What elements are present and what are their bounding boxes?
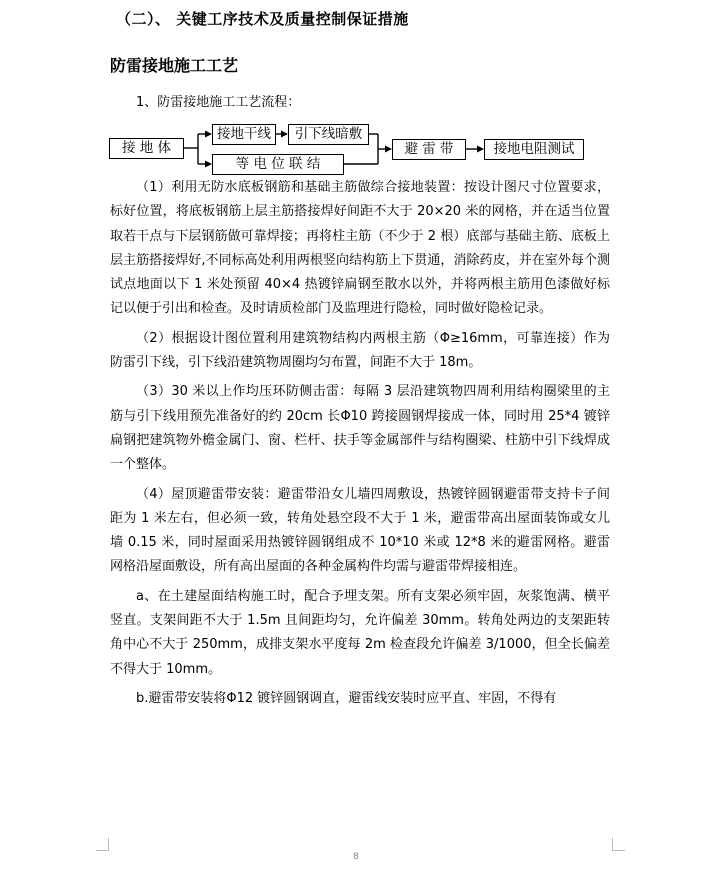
flow-node-resistance-test: 接地电阻测试 — [484, 139, 584, 160]
subsection-title: 防雷接地施工工艺 — [110, 56, 239, 75]
flow-node-grounding-body: 接 地 体 — [109, 138, 184, 159]
flow-node-down-conductor: 引下线暗敷 — [288, 124, 369, 145]
corner-mark-bottom-right — [612, 838, 625, 851]
flow-node-equipotential: 等 电 位 联 结 — [212, 154, 344, 175]
page-number: 8 — [353, 852, 359, 862]
paragraph-3: （3）30 米以上作均压环防侧击雷：每隔 3 层沿建筑物四周利用结构圈梁里的主筋与引下线用预先准备好的约 20cm 长Φ10 跨接圆钢焊接成一体，同时用 25*4 镀锌扁钢把建筑物外檐金属门、窗、栏杆、扶手等金属部件与结构圈梁、柱筋中引下线焊成一个整体。 — [110, 384, 610, 473]
item-title: 1、防雷接地施工工艺流程： — [136, 95, 301, 110]
section-heading: （二）、 关键工序技术及质量控制保证措施 — [116, 10, 409, 28]
paragraph-4: （4）屋顶避雷带安装：避雷带沿女儿墙四周敷设，热镀锌圆钢避雷带支持卡子间距为 1 米左右，但必须一致，转角处悬空段不大于 1 米，避雷带高出屋面装饰或女儿墙 0.15 米，同时屋面采用热镀锌圆钢组成不 10*10 米或 12*8 米的避雷网格。避雷网格沿屋面敷设，所有高出屋面的各种金属构件均需与避雷带焊接相连。 — [110, 486, 610, 575]
corner-mark-bottom-left — [96, 838, 109, 851]
flow-node-lightning-belt: 避 雷 带 — [392, 139, 466, 160]
paragraph-b: b.避雷带安装将Φ12 镀锌圆钢调直，避雷线安装时应平直、牢固，不得有 — [136, 690, 557, 706]
body-text — [110, 176, 610, 711]
paragraph-2: （2）根据设计图位置利用建筑物结构内两根主筋（Φ≥16mm，可靠连接）作为防雷引下线，引下线沿建筑物周圈均匀布置，间距不大于 18m。 — [110, 330, 610, 371]
flow-node-grounding-trunk: 接地干线 — [212, 124, 276, 145]
paragraph-1: （1）利用无防水底板钢筋和基础主筋做综合接地装置：按设计图尺寸位置要求，标好位置，将底板钢筋上层主筋搭接焊好间距不大于 20×20 米的网格，并在适当位置取若干点与下层钢筋做可靠焊接；再将柱主筋（不少于 2 根）底部与基础主筋、底板上层主筋搭接焊好,不同标高处利用两根竖向结构筋上下贯通，消除药皮，并在室外每个测试点地面以下 1 米处预留 40×4 热镀锌扁钢至散水以外，并将两根主筋用色漆做好标记以便于引出和检查。及时请质检部门及监理进行隐检，同时做好隐检记录。 — [110, 180, 610, 317]
paragraph-a: a、在土建屋面结构施工时，配合予埋支架。所有支架必须牢固，灰浆饱满、横平竖直。支架间距不大于 1.5m 且间距均匀，允许偏差 30mm。转角处两边的支架距转角中心不大于 250mm，成排支架水平度每 2m 检查段允许偏差 3/1000，但全长偏差不得大于 10mm。 — [110, 588, 610, 677]
